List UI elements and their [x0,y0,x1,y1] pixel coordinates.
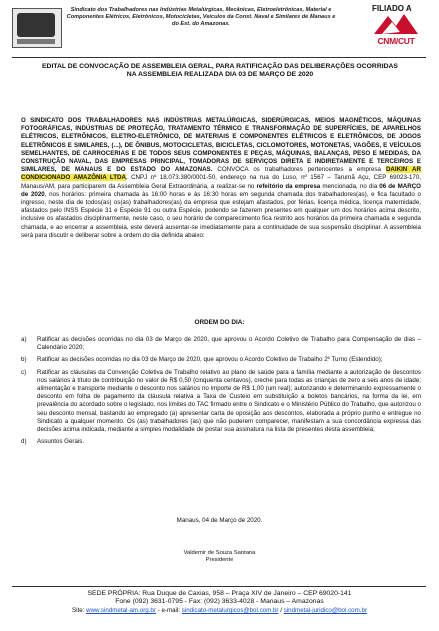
company-name: DAIKIN AR CONDICIONADO AMAZÔNIA LTDA [21,166,421,182]
footer-address: SEDE PRÓPRIA: Rua Duque de Caxias, 958 – Praça XIV de Janeiro – CEP 69020-141 [87,590,352,597]
meeting-place: refeitório da empresa [256,182,321,190]
cnm-cut-logo [366,12,426,52]
footer-divider [12,586,426,587]
cnm-cut-logo-symbol [366,12,426,36]
footer-links: Site: www.sindmetal-am.org.br - e-mail: sindicato-metalurgicos@bol.com.br / sindmetal-juridico@bol.com.br [72,606,367,614]
cnm-cut-logo-text: CNM/CUT [377,36,415,46]
agenda-item [21,336,421,352]
agenda-item-text: Ratificar as decisões ocorridas no dia 03 de Março de 2020, que aprovou o Acordo Coletivo de Trabalho 2º Turno (Estendido); [37,356,383,364]
union-header-text: Sindicato dos Trabalhadores nas Indústrias Metalúrgicas, Mecânicas, Eletroeletrônicas, Material e Componentes Elétricos, Eletrônicos, Motocicletas, Veículos da Const. Naval e Similares de Manaus e do Est. do Amazonas. [66,7,336,28]
agenda-list [21,336,421,450]
footer-phones: Fone (092) 3631-0795 - Fax: (092) 3633-4028 - Manaus – Amazonas [115,598,324,606]
agenda-item-label: a) [21,336,27,343]
union-logo [12,8,62,48]
body-text-4: , nos horários: primeira chamada às 16:00 horas e às 16:30 horas em segunda chamada dos trabalhadores(as), e fica facultado o ingresso, neste dia de todos(as) os(as) trabalhadores(as) da empresa que estejam afastados, por férias, licença médica, licença maternidade, afastados pelo INSS Espécie 31 e Espécie 91 ou outra Espécie, podendo se fazerem presentes em qualquer um dos horários acima descrito, inclusive os afastados disciplinarmente, neste caso, o seu horário de comparecimento fica restrito aos horários da primeira chamada e segunda chamada, e ao encerrar a assembleia, este deverá ausentar-se imediatamente para a continuidade de sua suspensão disciplinar. A assembleia será para discutir e deliberar sobre a ordem do dia definida abaixo: [21,190,421,239]
site-label: Site: [72,606,85,614]
body-text-2: , CNPJ nº 18.073.380/0001-50, endereço na rua do Luso, nº 1567 – Tarumã Açu, CEP 69023-170, Manaus/AM, para participarem da Assembleia Geral Extraordinária, a realizar-se no [21,174,421,190]
body-text-1: CONVOCA os trabalhadores pertencentes a empresa [212,166,386,174]
email-link-1[interactable]: sindicato-metalurgicos@bol.com.br [181,606,279,614]
union-full-name: O SINDICATO DOS TRABALHADORES NAS INDÚSTRIAS METALÚRGICAS, SIDERÚRGICAS, MEIOS MAGNÉTICOS, MÁQUINAS FOTOGRÁFICAS, INDÚSTRIAS DE PROTEÇÃO, TRATAMENTO TÉRMICO E TRANSFORMAÇÃO DE SUPERFÍCIES, DE APARELHOS ELÉTRICOS, ELETRÔNICOS, ELETRO-ELETRÔNICO, DE MATERIAIS E COMPONENTES ELÉTRICOS E ELETRÔNICOS, DE JOGOS ELETRÔNICOS E SIMILARES, (...), DE ÔNIBUS, MOTOCICLETAS, BICICLETAS, CICLOMOTORES, MOTONETAS, VAGÕES, E VEÍCULOS SEMELHANTES, DE CARROCERIAS E DE TODOS SEUS COMPONENTES E PEÇAS, MÁQUINAS, BALANÇAS, PESO E MEDIDAS, DA CONSTRUÇÃO NAVAL, DAS EMPRESAS PRINCIPAL, TOMADORAS DE SERVIÇOS DIRETA E INDIRETAMENTE E TERCEIROS E SIMILARES, DE MANAUS E DO ESTADO DO AMAZONAS. [21,117,421,174]
agenda-item-label: c) [21,368,27,376]
convocation-paragraph [21,117,421,240]
filiado-label: FILIADO A [372,4,412,13]
union-logo-mark [17,13,55,37]
agenda-item-text: Assuntos Gerais. [37,438,85,446]
agenda-title: ORDEM DO DIA: [194,319,245,326]
agenda-item-label: b) [21,356,27,364]
agenda-item-label: d) [21,438,27,446]
date-line: Manaus, 04 de Março de 2020. [176,517,263,524]
body-text-3: mencionada, no dia [320,182,380,190]
meeting-day: 06 de MARÇO de 2020 [21,182,421,198]
agenda-item [21,369,421,435]
site-link[interactable]: www.sindmetal-am.org.br [86,606,156,614]
email-label: e-mail: [161,606,181,614]
header-divider [12,57,426,58]
email-link-2[interactable]: sindmetal-juridico@bol.com.br [283,606,367,614]
agenda-item [21,438,421,446]
footer [0,590,439,615]
signatory-name: Valdemir de Souza Santana [183,550,256,556]
agenda-item-text: Ratificar as decisões ocorridas no dia 03 de Março de 2020, que aprovou o Acordo Coletivo de Trabalho para Compensação de dias – Calendário 2020; [37,336,421,352]
agenda-item-text: Ratificar as cláusulas da Convenção Coletiva de Trabalho relativo ao plano de saúde para a família mediante a autorização de descontos nos salários à título de contribuição no valor de R$ 0,50 (cinquenta centavos), creche para todas as crianças de zero a seis anos de idade; alimentação e transporte mediante o desconto nos salários no importe de R$ 1,00 (um real); autorizando e determinando expressamente o desconto em folha de pagamento da cláusula relativa a Taxa de Custeio em substituição a boletos bancários, na forma da lei, em prevalência do acordado sobre o legislado, nos limites do TAC firmado entre o Sindicato e o Ministério Público do Trabalho, que autorizou o seu desconto mensal, bastando ao empregado (a) apresentar carta de oposição aos descontos, elaborada a próprio punho e entregue no Sindicato a qualquer momento. Os (as) trabalhadores (as) que não puderem comparecer, manifestam a sua concordância expressa das decisões acima indicada, mediante a simples modalidade de postar sua assinatura na lista de presentes desta assembleia; [37,368,421,434]
signatory-role: Presidente [205,557,234,563]
union-logo-bar [17,39,55,44]
agenda-item [21,356,421,364]
edital-title: EDITAL DE CONVOCAÇÃO DE ASSEMBLEIA GERAL, PARA RATIFICAÇÃO DAS DELIBERAÇÕES OCORRIDAS NA ASSEMBLEIA REALIZADA DIA 03 DE MARÇO DE 2020 [42,63,398,79]
